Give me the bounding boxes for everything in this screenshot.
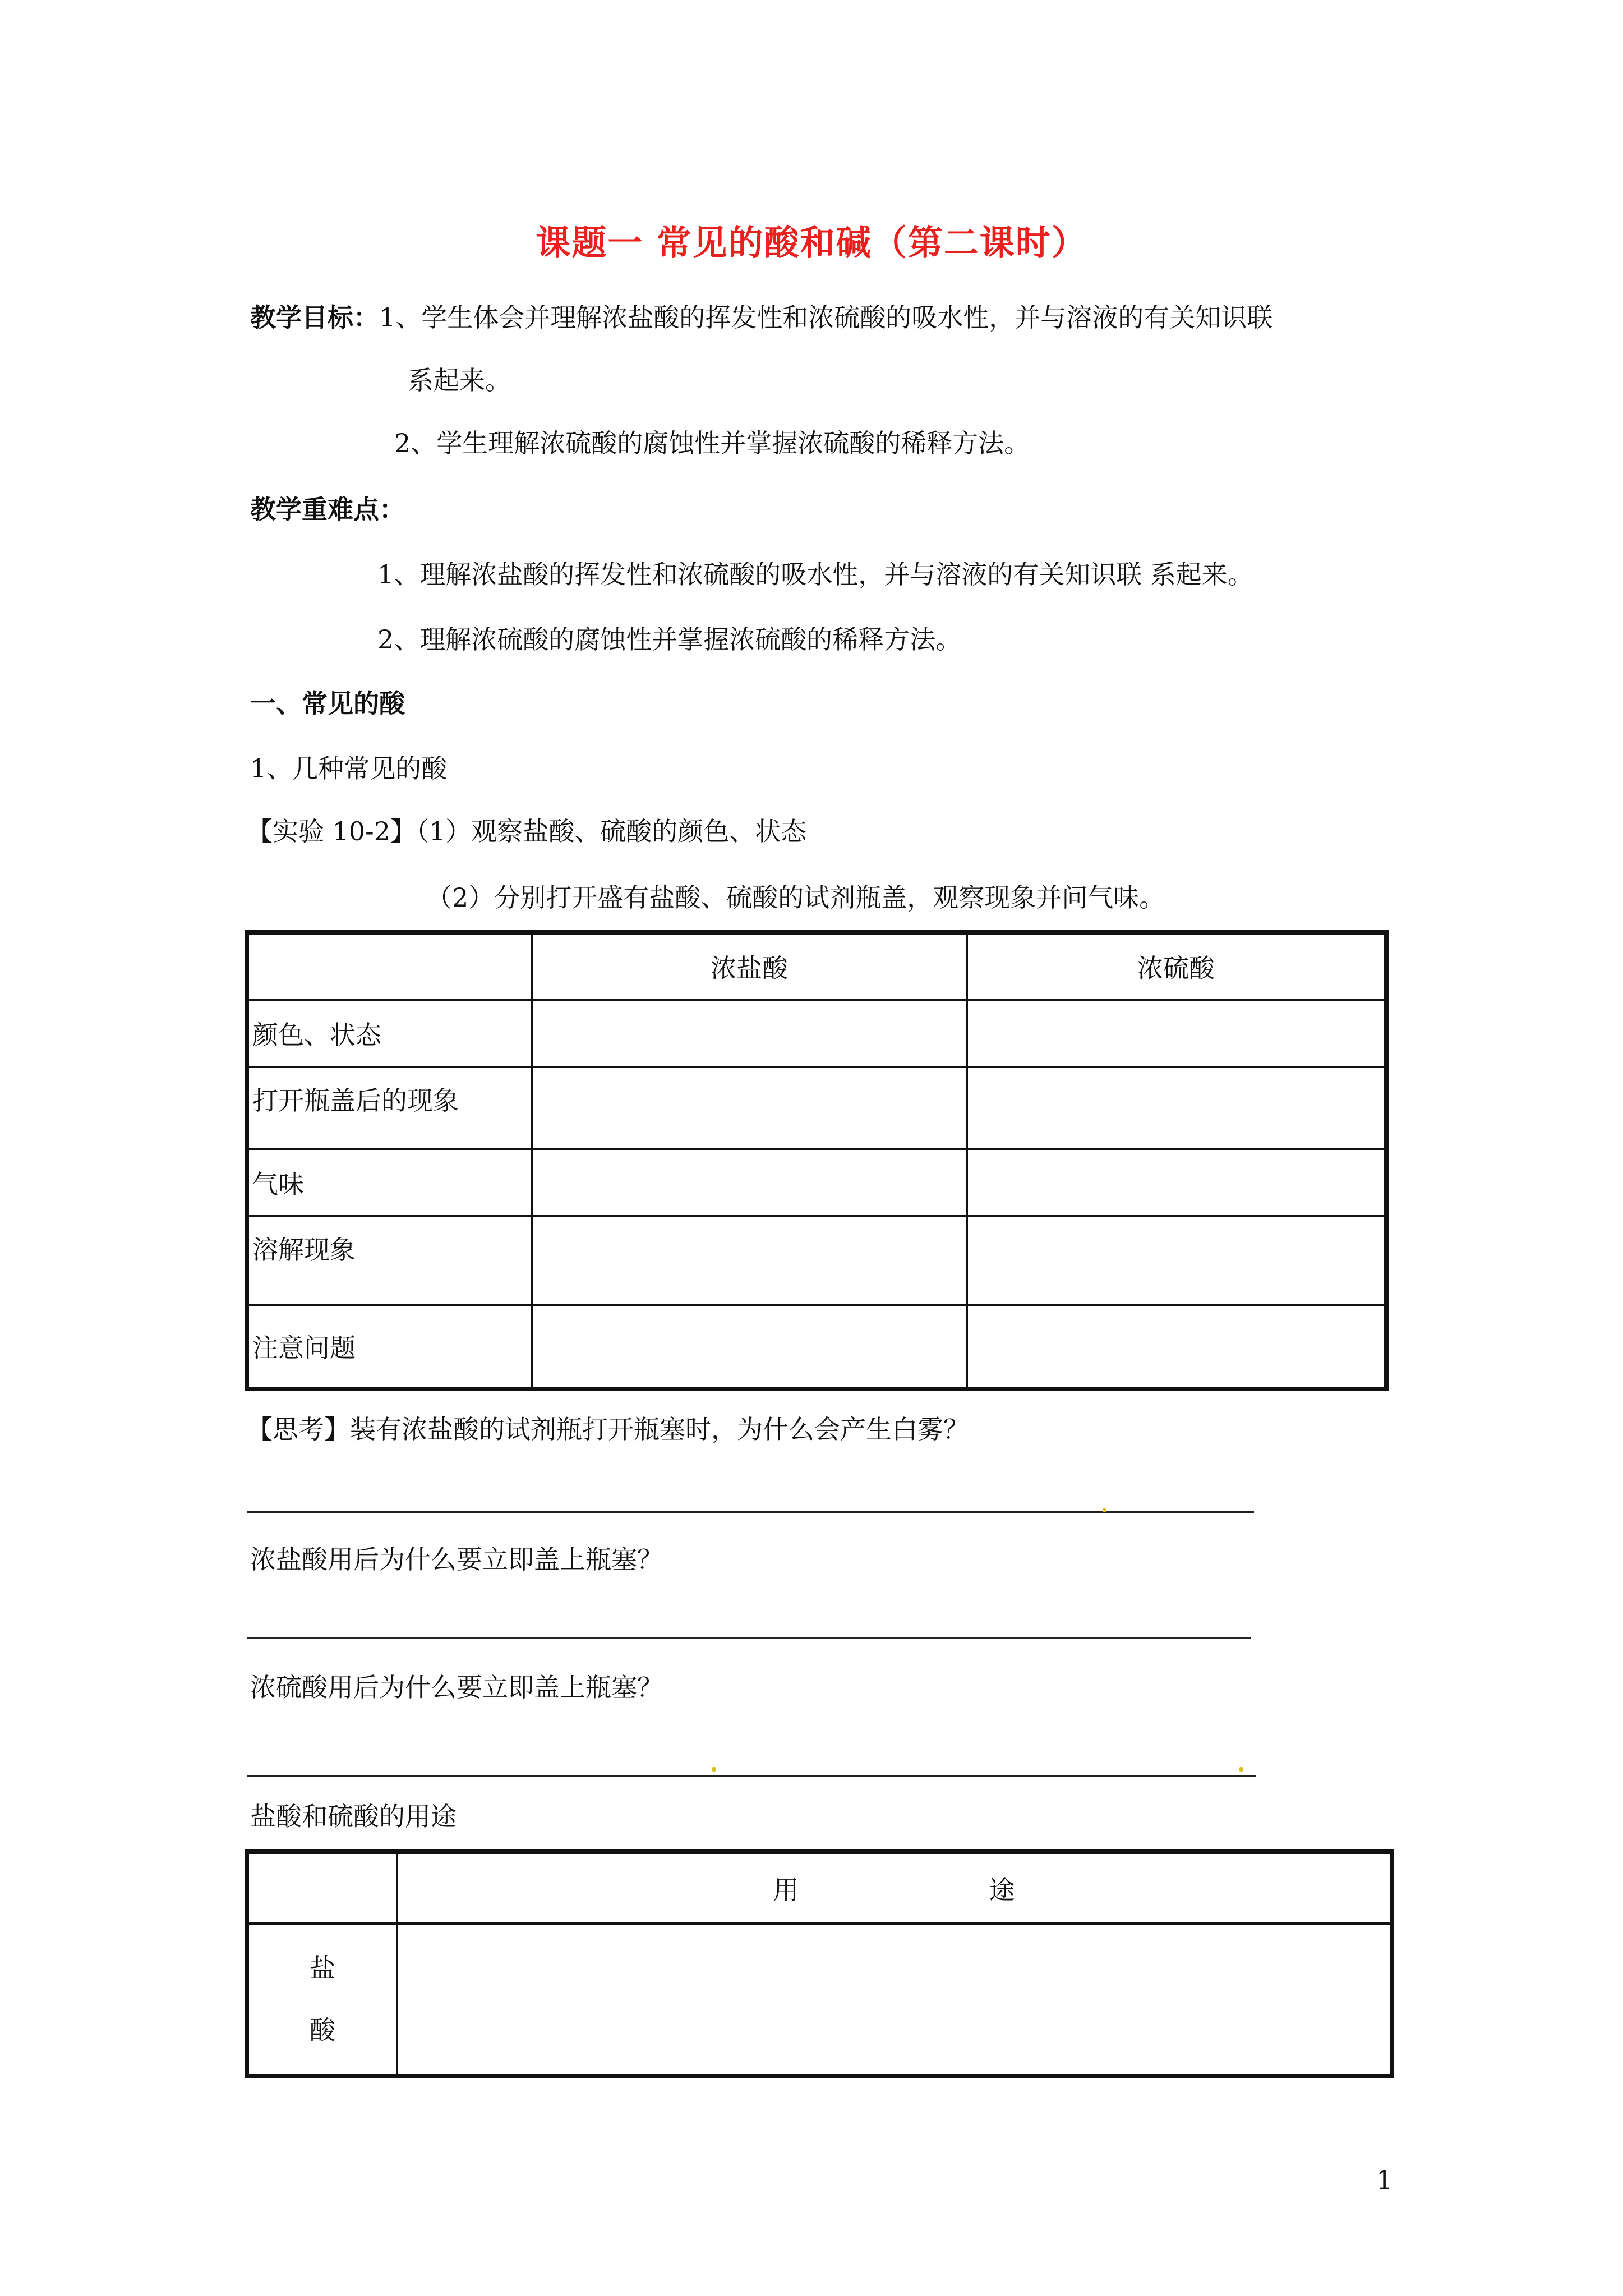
row-label <box>247 1924 397 2076</box>
scan-speck <box>712 1767 716 1772</box>
key-points-label: 教学重难点： <box>250 494 405 524</box>
subsection-heading: 1、几种常见的酸 <box>250 753 448 784</box>
uses-column-char-1: 用 <box>773 1875 799 1905</box>
key-point-1: 1、理解浓盐酸的挥发性和浓硫酸的吸水性，并与溶液的有关知识联 系起来。 <box>377 559 1253 590</box>
table-cell <box>532 1305 967 1389</box>
experiment-step-1: 【实验 10-2】（1）观察盐酸、硫酸的颜色、状态 <box>247 816 807 846</box>
uses-heading: 盐酸和硫酸的用途 <box>250 1801 457 1832</box>
table-cell <box>532 1149 967 1216</box>
objective-1-line-2: 系起来。 <box>408 365 511 395</box>
document-title: 课题一 常见的酸和碱（第二课时） <box>536 222 1087 263</box>
key-point-2: 2、理解浓硫酸的腐蚀性并掌握浓硫酸的稀释方法。 <box>377 624 962 655</box>
table-row <box>247 1305 1386 1389</box>
objective-2: 2、学生理解浓硫酸的腐蚀性并掌握浓硫酸的稀释方法。 <box>394 428 1030 458</box>
table-row <box>247 1067 1386 1149</box>
row-label: 打开瓶盖后的现象 <box>247 1067 532 1149</box>
experiment-step-2: （2）分别打开盛有盐酸、硫酸的试剂瓶盖，观察现象并问气味。 <box>426 882 1165 913</box>
table-row <box>247 1924 1392 2076</box>
page-number: 1 <box>1376 2165 1393 2195</box>
row-label: 溶解现象 <box>247 1216 532 1305</box>
table-cell <box>967 1067 1386 1149</box>
table-header-cell <box>247 1852 397 1924</box>
row-label-char-1: 盐 <box>310 1953 335 1984</box>
scan-speck <box>1239 1767 1243 1772</box>
row-label: 气味 <box>247 1149 532 1216</box>
objectives-block <box>250 301 1272 334</box>
answer-line-3 <box>247 1775 1256 1777</box>
table-cell <box>532 1000 967 1067</box>
table-cell <box>967 1149 1386 1216</box>
think-question-2: 浓盐酸用后为什么要立即盖上瓶塞？ <box>250 1544 663 1575</box>
uses-column-char-2: 途 <box>989 1875 1015 1905</box>
table-cell <box>532 1216 967 1305</box>
table-row <box>247 1149 1386 1216</box>
table-cell <box>967 1216 1386 1305</box>
think-question-1: 【思考】装有浓盐酸的试剂瓶打开瓶塞时，为什么会产生白雾？ <box>247 1414 969 1444</box>
answer-line-2 <box>247 1637 1251 1639</box>
table-header-cell <box>247 932 532 1000</box>
acid-properties-table <box>245 930 1389 1391</box>
table-header-row <box>247 1852 1392 1924</box>
table-cell <box>532 1067 967 1149</box>
table-row <box>247 1216 1386 1305</box>
table-cell <box>397 1924 1392 2076</box>
row-label: 颜色、状态 <box>247 1000 532 1067</box>
table-cell <box>967 1305 1386 1389</box>
row-label: 注意问题 <box>247 1305 532 1389</box>
scan-speck <box>1103 1508 1106 1512</box>
table-row <box>247 1000 1386 1067</box>
acid-uses-table <box>245 1849 1394 2078</box>
table-header-cell: 浓盐酸 <box>532 932 967 1000</box>
table-cell <box>967 1000 1386 1067</box>
objective-1-line-1: 1、学生体会并理解浓盐酸的挥发性和浓硫酸的吸水性，并与溶液的有关知识联 <box>379 302 1273 333</box>
think-question-3: 浓硫酸用后为什么要立即盖上瓶塞？ <box>250 1672 663 1703</box>
objectives-label: 教学目标： <box>250 302 379 333</box>
table-header-cell <box>397 1852 1392 1924</box>
table-header-row <box>247 932 1386 1000</box>
table-header-cell: 浓硫酸 <box>967 932 1386 1000</box>
row-label-char-2: 酸 <box>310 2015 335 2045</box>
section-heading: 一、常见的酸 <box>250 688 405 719</box>
